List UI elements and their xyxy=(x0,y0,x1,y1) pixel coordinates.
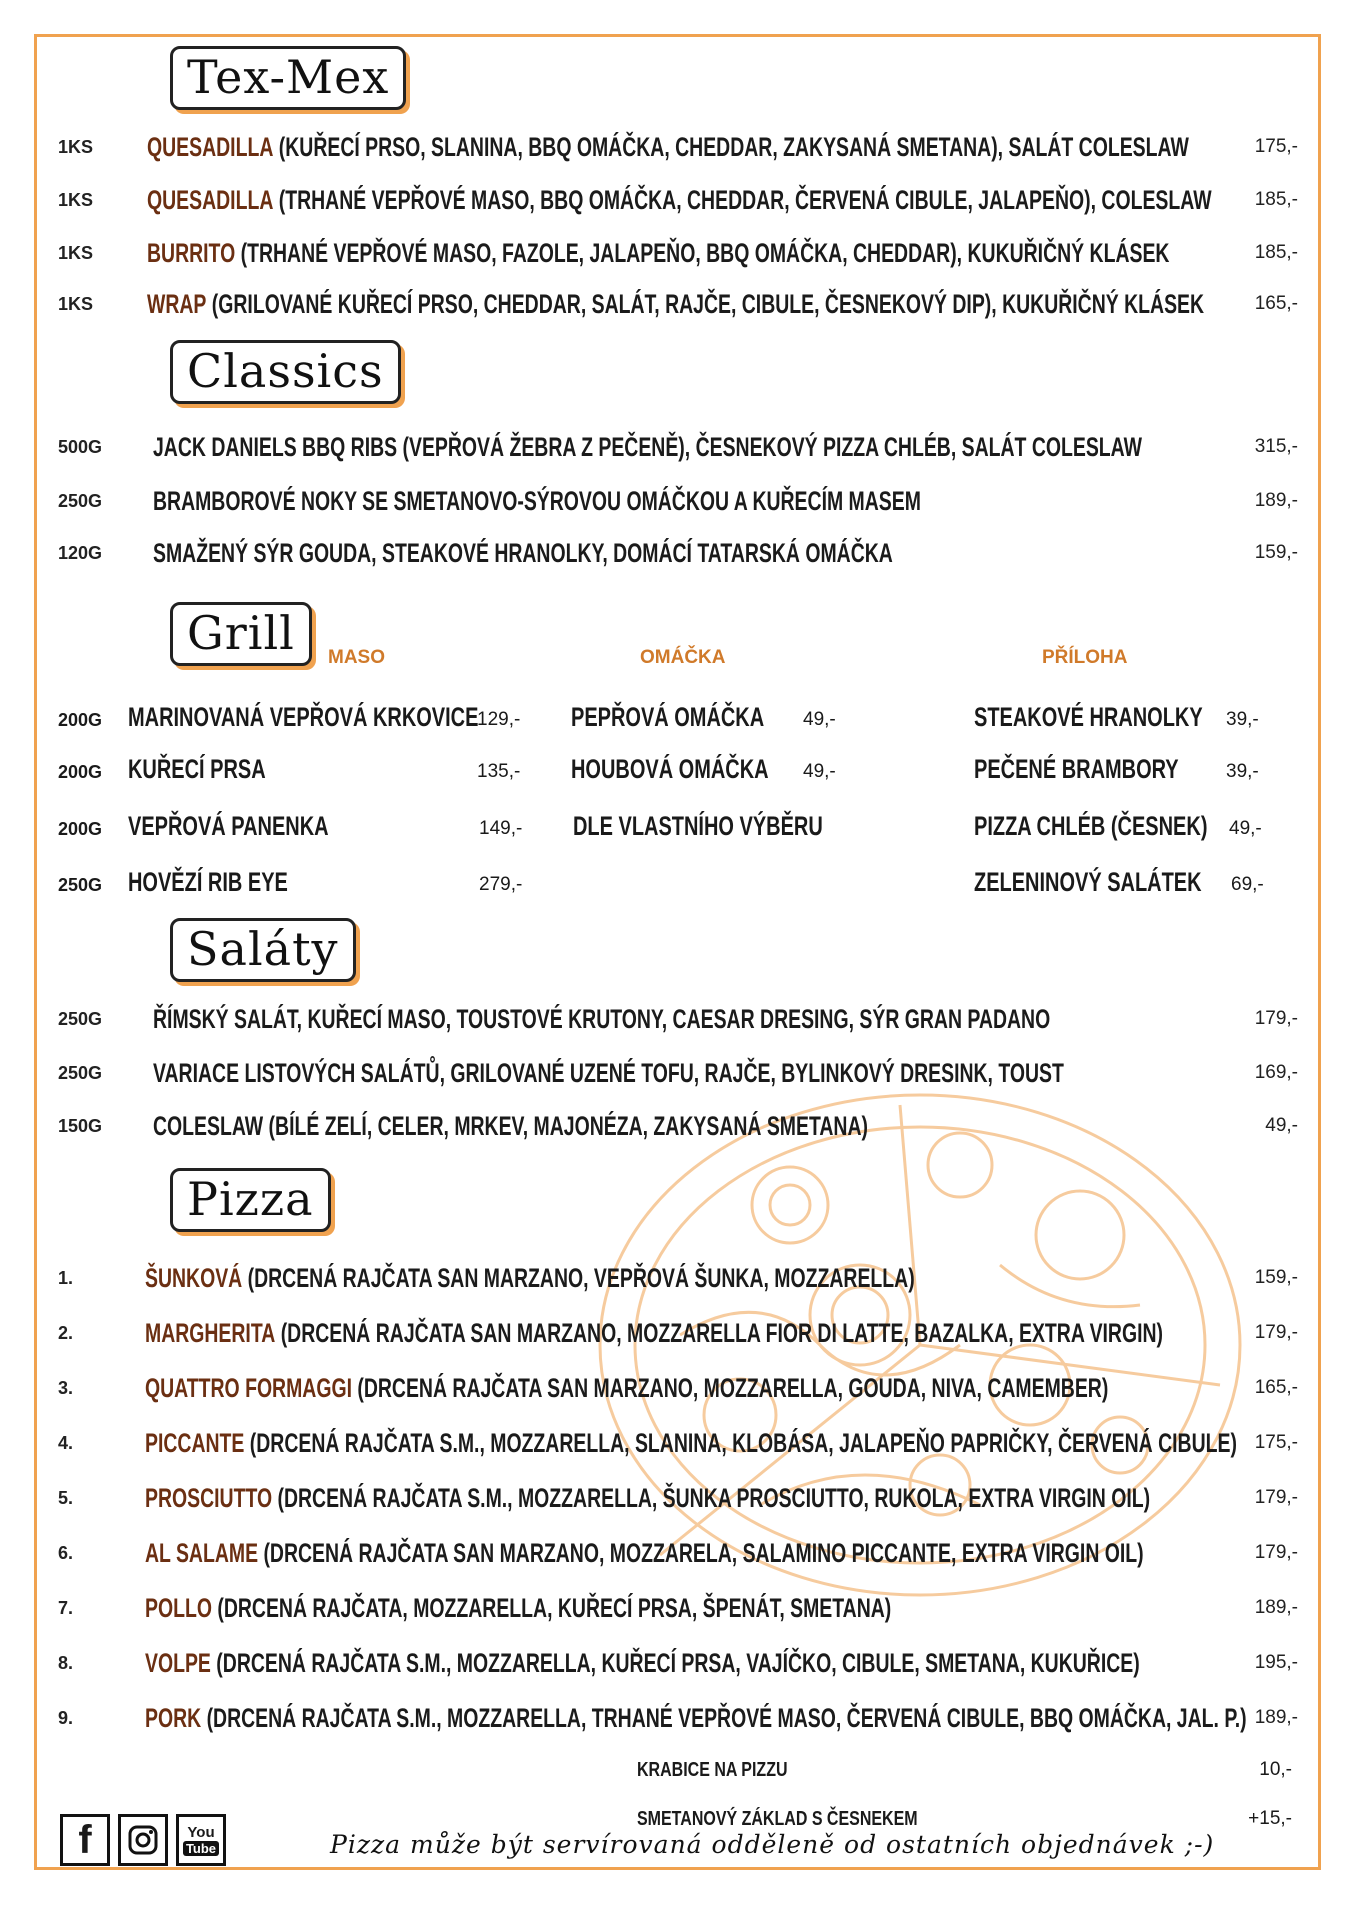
grill-price: 149,- xyxy=(479,818,523,839)
grill-price: 49,- xyxy=(1229,818,1262,839)
menu-item: 250G VARIACE LISTOVÝCH SALÁTŮ, GRILOVANÉ UZENÉ TOFU, RAJČE, BYLINKOVÝ DRESINK, TOUST 169,- xyxy=(58,1058,1298,1088)
grill-sauce: DLE VLASTNÍHO VÝBĚRU xyxy=(573,811,823,841)
menu-item: 8. VOLPE (DRCENÁ RAJČATA S.M., MOZZARELLA, KUŘECÍ PRSA, VAJÍČKO, CIBULE, SMETANA, KUKUŘICE) 195,- xyxy=(58,1648,1298,1678)
footer-note: Pizza může být servírovaná odděleně od ostatních objednávek ;-) xyxy=(330,1830,1215,1859)
menu-item: 4. PICCANTE (DRCENÁ RAJČATA S.M., MOZZARELLA, SLANINA, KLOBÁSA, JALAPEŇO PAPRIČKY, ČERVENÁ CIBULE) 175,- xyxy=(58,1428,1298,1458)
grill-price: 135,- xyxy=(477,761,521,782)
section-title-salaty: Saláty xyxy=(170,918,356,982)
youtube-icon[interactable]: You Tube xyxy=(176,1814,226,1866)
grill-header-maso: MASO xyxy=(328,647,385,668)
grill-price: 39,- xyxy=(1226,761,1259,782)
grill-qty: 200G xyxy=(58,762,103,782)
grill-side: ZELENINOVÝ SALÁTEK xyxy=(974,867,1202,897)
menu-item: 9. PORK (DRCENÁ RAJČATA S.M., MOZZARELLA, TRHANÉ VEPŘOVÉ MASO, ČERVENÁ CIBULE, BBQ OMÁČKA, JAL. P.) 189,- xyxy=(58,1703,1298,1733)
menu-item: 5. PROSCIUTTO (DRCENÁ RAJČATA S.M., MOZZARELLA, ŠUNKA PROSCIUTTO, RUKOLA, EXTRA VIRGIN OIL) 179,- xyxy=(58,1483,1298,1513)
grill-side: PIZZA CHLÉB (ČESNEK) xyxy=(974,811,1208,841)
grill-price: 69,- xyxy=(1231,874,1264,895)
grill-qty: 200G xyxy=(58,710,103,730)
menu-item: 250G ŘÍMSKÝ SALÁT, KUŘECÍ MASO, TOUSTOVÉ KRUTONY, CAESAR DRESING, SÝR GRAN PADANO 179,- xyxy=(58,1004,1298,1034)
menu-item: 2. MARGHERITA (DRCENÁ RAJČATA SAN MARZANO, MOZZARELLA FIOR DI LATTE, BAZALKA, EXTRA VIRGIN) 179,- xyxy=(58,1318,1298,1348)
grill-price: 39,- xyxy=(1226,709,1259,730)
menu-item: 1KS BURRITO (TRHANÉ VEPŘOVÉ MASO, FAZOLE, JALAPEŇO, BBQ OMÁČKA, CHEDDAR), KUKUŘIČNÝ KLÁSEK 185,- xyxy=(58,238,1298,268)
grill-price: 49,- xyxy=(803,709,836,730)
menu-item: 1KS QUESADILLA (TRHANÉ VEPŘOVÉ MASO, BBQ OMÁČKA, CHEDDAR, ČERVENÁ CIBULE, JALAPEŇO), COLESLAW 185,- xyxy=(58,185,1298,215)
extra-price: 10,- xyxy=(1259,1759,1292,1780)
grill-price: 129,- xyxy=(477,709,521,730)
grill-side: PEČENÉ BRAMBORY xyxy=(974,754,1179,784)
menu-item: 3. QUATTRO FORMAGGI (DRCENÁ RAJČATA SAN MARZANO, MOZZARELLA, GOUDA, NIVA, CAMEMBER) 165,- xyxy=(58,1373,1298,1403)
menu-item: 1KS WRAP (GRILOVANÉ KUŘECÍ PRSO, CHEDDAR, SALÁT, RAJČE, CIBULE, ČESNEKOVÝ DIP), KUKUŘIČNÝ KLÁSEK 165,- xyxy=(58,289,1298,319)
extra-item: KRABICE NA PIZZU xyxy=(637,1759,788,1781)
menu-item: 7. POLLO (DRCENÁ RAJČATA, MOZZARELLA, KUŘECÍ PRSA, ŠPENÁT, SMETANA) 189,- xyxy=(58,1593,1298,1623)
extra-item: SMETANOVÝ ZÁKLAD S ČESNEKEM xyxy=(637,1808,918,1830)
grill-header-priloha: PŘÍLOHA xyxy=(1042,647,1128,668)
menu-item: 500G JACK DANIELS BBQ RIBS (VEPŘOVÁ ŽEBRA Z PEČENĚ), ČESNEKOVÝ PIZZA CHLÉB, SALÁT COLESLAW 315,- xyxy=(58,432,1298,462)
section-title-texmex: Tex-Mex xyxy=(170,46,406,110)
grill-meat: MARINOVANÁ VEPŘOVÁ KRKOVICE xyxy=(128,702,479,732)
grill-sauce: HOUBOVÁ OMÁČKA xyxy=(571,754,769,784)
grill-meat: VEPŘOVÁ PANENKA xyxy=(128,811,329,841)
instagram-icon[interactable] xyxy=(118,1814,168,1866)
grill-side: STEAKOVÉ HRANOLKY xyxy=(974,702,1203,732)
menu-item: 6. AL SALAME (DRCENÁ RAJČATA SAN MARZANO, MOZZARELA, SALAMINO PICCANTE, EXTRA VIRGIN OIL) 179,- xyxy=(58,1538,1298,1568)
section-title-grill: Grill xyxy=(170,602,312,666)
grill-qty: 250G xyxy=(58,875,103,895)
grill-price: 49,- xyxy=(803,761,836,782)
grill-sauce: PEPŘOVÁ OMÁČKA xyxy=(571,702,765,732)
menu-item: 250G BRAMBOROVÉ NOKY SE SMETANOVO-SÝROVOU OMÁČKOU A KUŘECÍM MASEM 189,- xyxy=(58,486,1298,516)
menu-item: 120G SMAŽENÝ SÝR GOUDA, STEAKOVÉ HRANOLKY, DOMÁCÍ TATARSKÁ OMÁČKA 159,- xyxy=(58,538,1298,568)
menu-item: 150G COLESLAW (BÍLÉ ZELÍ, CELER, MRKEV, MAJONÉZA, ZAKYSANÁ SMETANA) 49,- xyxy=(58,1111,1298,1141)
section-title-classics: Classics xyxy=(170,340,401,404)
grill-price: 279,- xyxy=(479,874,523,895)
facebook-icon[interactable]: f xyxy=(60,1814,110,1866)
grill-meat: KUŘECÍ PRSA xyxy=(128,754,266,784)
extra-price: +15,- xyxy=(1248,1808,1292,1829)
grill-qty: 200G xyxy=(58,819,103,839)
menu-item: 1KS QUESADILLA (KUŘECÍ PRSO, SLANINA, BBQ OMÁČKA, CHEDDAR, ZAKYSANÁ SMETANA), SALÁT COLESLAW 175,- xyxy=(58,132,1298,162)
grill-header-omacka: OMÁČKA xyxy=(640,647,726,668)
grill-meat: HOVĚZÍ RIB EYE xyxy=(128,867,288,897)
section-title-pizza: Pizza xyxy=(170,1168,331,1232)
menu-item: 1. ŠUNKOVÁ (DRCENÁ RAJČATA SAN MARZANO, VEPŘOVÁ ŠUNKA, MOZZARELLA) 159,- xyxy=(58,1263,1298,1293)
